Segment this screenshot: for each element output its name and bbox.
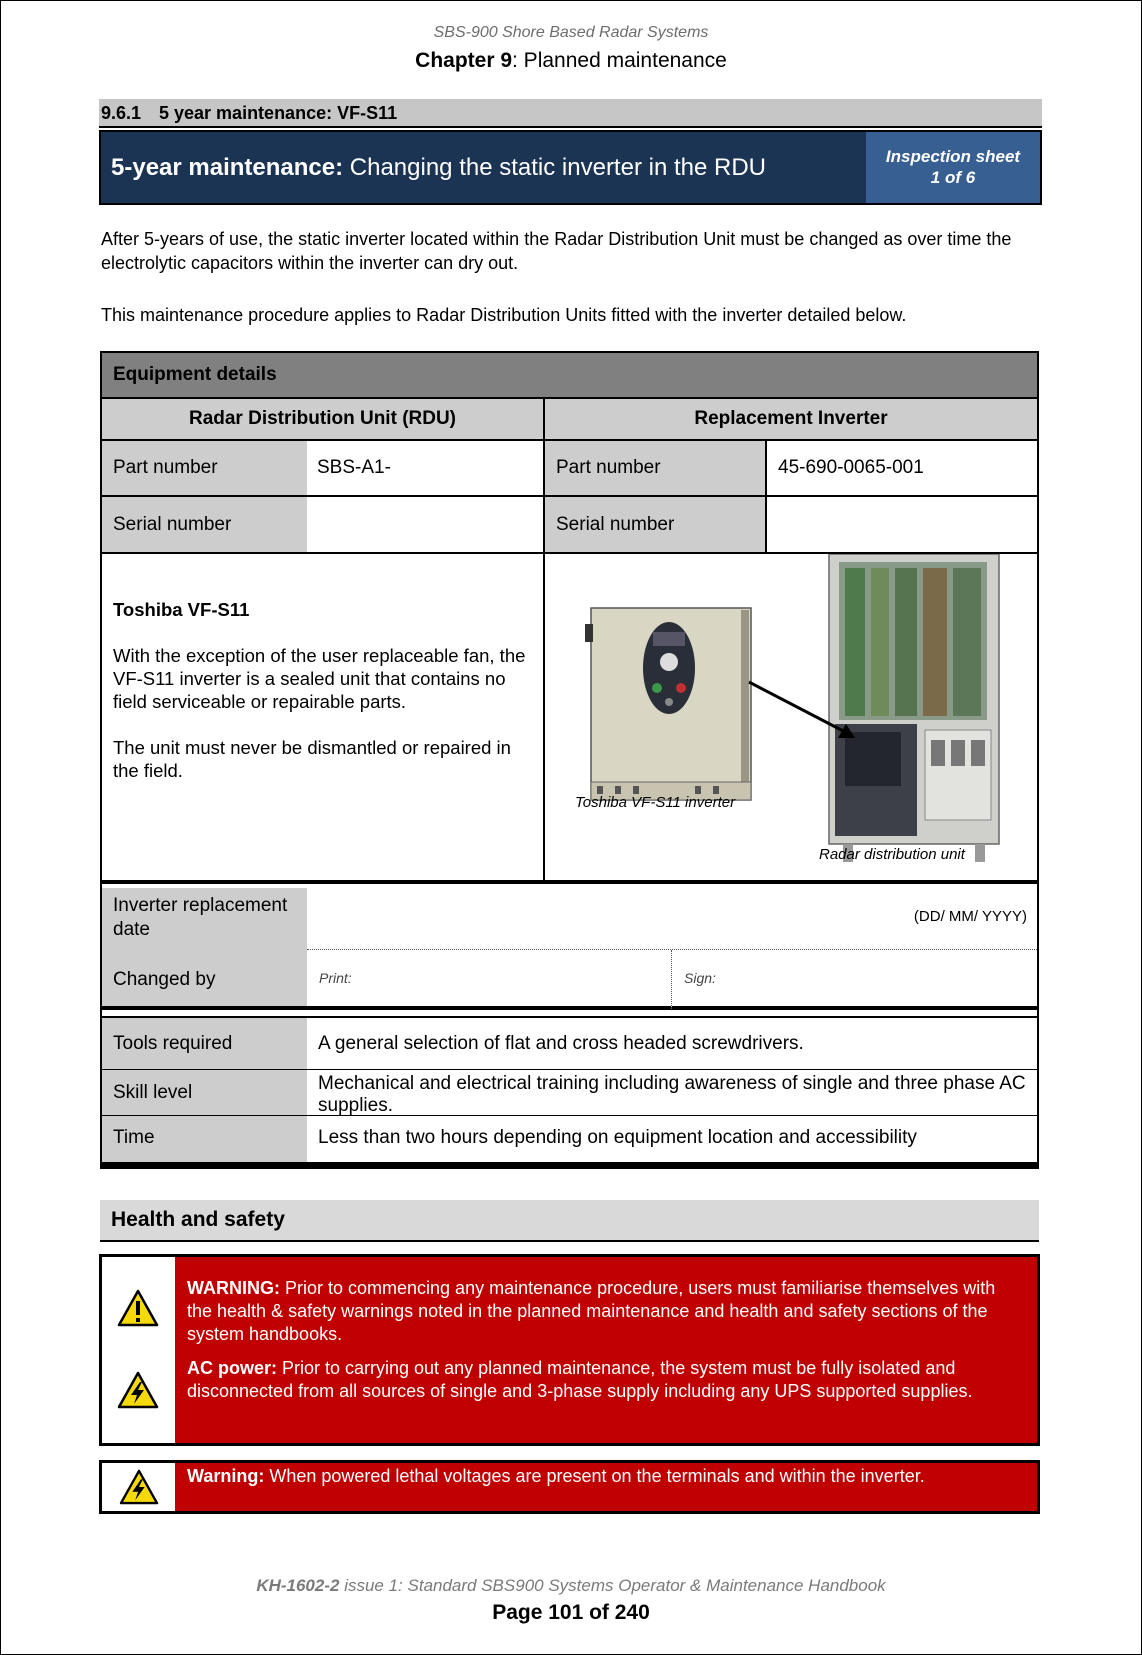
- inverter-image: [585, 608, 751, 800]
- lethal-voltage-text-panel: [175, 1463, 1037, 1511]
- electric-hazard-icon: [119, 1469, 159, 1505]
- rdu-caption: Radar distribution unit: [819, 846, 965, 863]
- tools-label: Tools required: [102, 1016, 307, 1070]
- ac-power-label: AC power:: [187, 1358, 277, 1378]
- intro-paragraph-2: This maintenance procedure applies to Radar Distribution Units fitted with the inverter detailed below.: [101, 305, 907, 325]
- replacement-date-field[interactable]: [307, 888, 1037, 950]
- print-label: Print:: [319, 970, 352, 986]
- inverter-part-value: 45-690-0065-001: [767, 441, 1037, 497]
- time-label: Time: [102, 1116, 307, 1167]
- warning-label: WARNING:: [187, 1278, 280, 1298]
- page-number: Page 101 of 240: [492, 1601, 650, 1624]
- chapter-title: : Planned maintenance: [512, 49, 727, 72]
- inverter-heading: Replacement Inverter: [545, 399, 1037, 441]
- warning-triangle-icon: [117, 1289, 159, 1327]
- description-paragraph-1: With the exception of the user replaceable fan, the VF-S11 inverter is a sealed unit that contains no field serviceable or repairable parts.: [113, 645, 526, 712]
- lethal-icon-column: [102, 1463, 175, 1511]
- general-warning: [187, 1277, 1025, 1346]
- changed-by-label: Changed by: [113, 969, 216, 990]
- lethal-warning-label: Warning:: [187, 1466, 265, 1486]
- rdu-heading: Radar Distribution Unit (RDU): [102, 399, 545, 441]
- time-value: Less than two hours depending on equipment location and accessibility: [307, 1116, 1037, 1167]
- maintenance-banner: [99, 130, 1042, 205]
- signature-field[interactable]: [672, 950, 1037, 1010]
- date-format-hint: (DD/ MM/ YYYY): [913, 908, 1027, 925]
- skill-label: Skill level: [102, 1070, 307, 1116]
- banner-title: [111, 132, 766, 203]
- ac-power-text: Prior to carrying out any planned maintenance, the system must be fully isolated and disconnected from all sources of single and 3-phase supply including any UPS supported supplies.: [187, 1358, 973, 1401]
- equipment-table: [100, 351, 1039, 1169]
- replacement-info-labels: [102, 888, 307, 1010]
- description-title: Toshiba VF-S11: [113, 599, 250, 620]
- section-title: 5 year maintenance: VF-S11: [159, 103, 398, 123]
- inverter-description: [102, 554, 545, 884]
- header-chapter: [0, 49, 1142, 73]
- warning-icons-column: [102, 1257, 175, 1443]
- inverter-part-label: Part number: [545, 441, 767, 497]
- rdu-part-value: SBS-A1-: [307, 441, 545, 497]
- inverter-caption: Toshiba VF-S11 inverter: [575, 794, 736, 811]
- lethal-voltage-warning-box: [99, 1460, 1040, 1514]
- inspection-sheet-badge: [866, 132, 1040, 203]
- section-number: 9.6.1: [101, 103, 142, 123]
- equipment-heading: Equipment details: [102, 353, 1037, 399]
- description-paragraph-2: The unit must never be dismantled or repaired in the field.: [113, 737, 511, 781]
- equipment-illustration: [545, 554, 1037, 880]
- print-name-field[interactable]: [307, 950, 672, 1010]
- warning-text-panel: [175, 1257, 1037, 1443]
- doc-description: issue 1: Standard SBS900 Systems Operator & Maintenance Handbook: [339, 1576, 886, 1595]
- rdu-serial-value[interactable]: [307, 497, 545, 554]
- chapter-label: Chapter 9: [415, 49, 513, 72]
- inverter-serial-value[interactable]: [767, 497, 1037, 554]
- footer-document-ref: [0, 1576, 1142, 1596]
- banner-title-rest: Changing the static inverter in the RDU: [343, 154, 766, 181]
- sheet-line2: 1 of 6: [930, 168, 976, 187]
- inverter-serial-label: Serial number: [545, 497, 767, 554]
- replacement-date-label: Inverter replacement date: [113, 895, 288, 940]
- banner-title-bold: 5-year maintenance:: [111, 154, 344, 181]
- lethal-warning-text: When powered lethal voltages are present on the terminals and within the inverter.: [264, 1466, 925, 1486]
- skill-value: Mechanical and electrical training including awareness of single and three phase AC supplies.: [307, 1070, 1037, 1116]
- equipment-images: [545, 554, 1037, 884]
- section-heading: [99, 99, 1042, 128]
- ac-power-warning: [187, 1357, 1025, 1403]
- sign-label: Sign:: [684, 970, 716, 986]
- electric-hazard-icon: [117, 1371, 159, 1409]
- rdu-part-label: Part number: [102, 441, 307, 497]
- rdu-serial-label: Serial number: [102, 497, 307, 554]
- header-system: SBS-900 Shore Based Radar Systems: [433, 24, 709, 41]
- health-safety-heading: Health and safety: [100, 1200, 1039, 1242]
- rdu-image: [829, 554, 999, 862]
- tools-value: A general selection of flat and cross headed screwdrivers.: [307, 1016, 1037, 1070]
- intro-paragraph-1: After 5-years of use, the static inverter located within the Radar Distribution Unit must be changed as over time the electrolytic capacitors within the inverter can dry out.: [101, 229, 1012, 273]
- doc-ref: KH-1602-2: [256, 1576, 340, 1595]
- warning-box: [99, 1254, 1040, 1446]
- sheet-line1: Inspection sheet: [885, 147, 1021, 166]
- warning-text: Prior to commencing any maintenance procedure, users must familiarise themselves with the health & safety warnings noted in the planned maintenance and health and safety sections of the system handbooks.: [187, 1278, 996, 1344]
